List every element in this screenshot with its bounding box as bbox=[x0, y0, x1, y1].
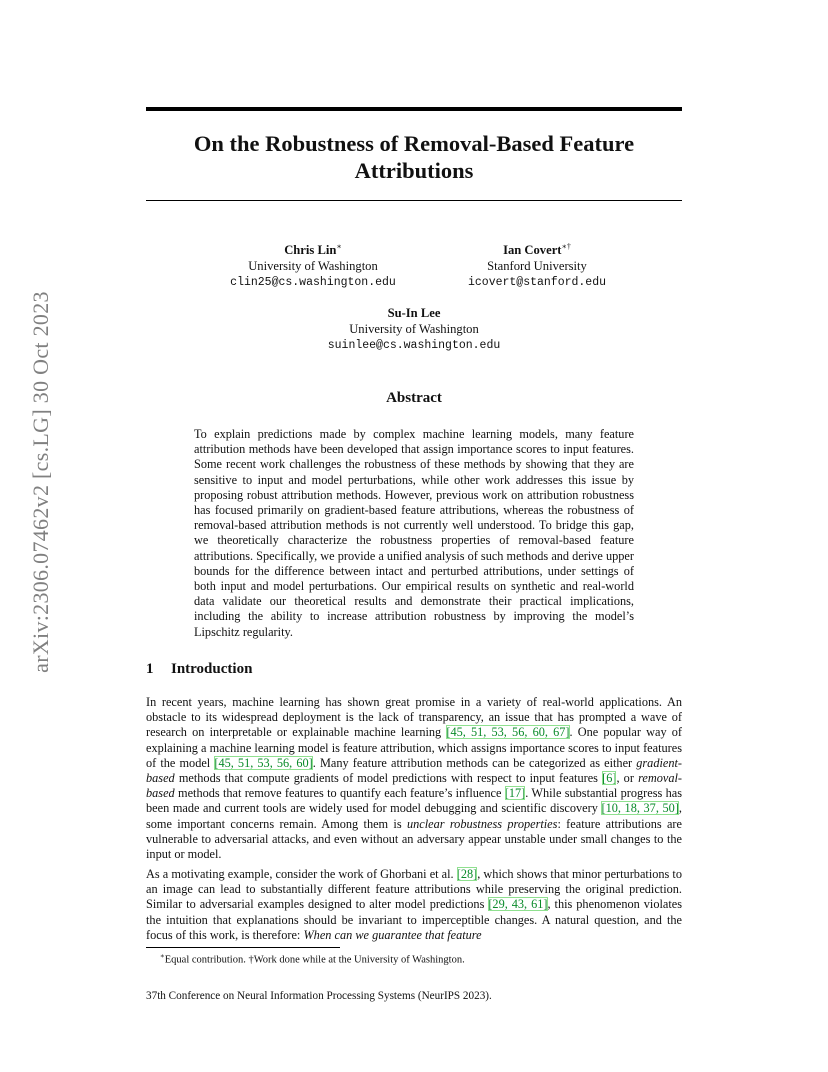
intro-paragraph-2 bbox=[146, 867, 682, 943]
author-name: Chris Lin bbox=[284, 243, 337, 258]
author-email[interactable]: suinlee@cs.washington.edu bbox=[327, 339, 501, 352]
author-affiliation: Stanford University bbox=[487, 258, 587, 273]
emphasis: gradient-based bbox=[146, 755, 682, 786]
citation-link[interactable]: [28] bbox=[456, 867, 478, 881]
citation-link[interactable]: [29, 43, 61] bbox=[488, 897, 548, 912]
text-run: , which shows that minor perturbations to an image can lead to substantially different feature attributions while preserving the original prediction. Similar to adversarial examples designed to alter model predictions bbox=[146, 867, 682, 912]
abstract-heading: Abstract bbox=[386, 390, 442, 406]
author-email[interactable]: icovert@stanford.edu bbox=[467, 276, 607, 290]
author-mark: ∗† bbox=[561, 242, 571, 251]
emphasis: removal-based bbox=[146, 771, 682, 801]
abstract-body: To explain predictions made by complex machine learning models, many feature attribution methods have been developed that assign importance scores to input features. Some recent work challenges the robustness of these methods by showing that they are sensitive to input and model perturbations, while other work addresses this issue by proposing robust attribution methods. However, previous work on attribution robustness has focused primarily on gradient-based feature attributions, whereas the robustness of removal-based attribution methods is not currently well understood. To bridge this gap, we theoretically characterize the robustness properties of removal-based feature attributions. Specifically, we provide a unified analysis of such methods and derive upper bounds for the difference between intact and perturbed attributions, under settings of both input and model perturbations. Our empirical results on synthetic and real-world data validate our theoretical results and demonstrate their practical implications, including the ability to increase attribution robustness by improving the model’s Lipschitz regularity. bbox=[194, 427, 634, 639]
section-title: Introduction bbox=[171, 661, 253, 677]
section-heading bbox=[146, 661, 252, 678]
footnote-text: Equal contribution. †Work done while at the University of Washington. bbox=[164, 954, 465, 966]
author-mark: ∗ bbox=[336, 242, 342, 251]
intro-paragraph-1 bbox=[146, 695, 682, 862]
citation-link[interactable]: [17] bbox=[504, 786, 526, 801]
author-name: Su-In Lee bbox=[387, 306, 441, 320]
citation-link[interactable]: [45, 51, 53, 56, 60] bbox=[214, 755, 313, 770]
text-run: In recent years, machine learning has shown great promise in a variety of real-world applications. An obstacle to its widespread deployment is the lack of transparency, an issue that has prompted a wave of research on interpretable or explainable machine learning bbox=[146, 695, 682, 740]
text-run: , this phenomenon violates the intuition that explanations should be invariant to imperceptible changes. A natural question, and the focus of this work, is therefore: bbox=[146, 897, 682, 942]
footnote bbox=[160, 952, 465, 966]
emphasis: When can we guarantee that feature bbox=[303, 927, 482, 942]
text-run: methods that remove features to quantify each feature’s influence bbox=[174, 786, 505, 801]
title-line-2: Attributions bbox=[354, 158, 474, 183]
title-bottom-rule bbox=[146, 200, 682, 201]
title-line-1: On the Robustness of Removal-Based Feature bbox=[193, 131, 635, 156]
citation-link[interactable]: [6] bbox=[602, 771, 617, 786]
citation-link[interactable]: [10, 18, 37, 50] bbox=[601, 801, 679, 816]
text-run: , some important concerns remain. Among them is bbox=[146, 801, 682, 831]
author-block-3 bbox=[294, 306, 534, 354]
text-run: As a motivating example, consider the work of Ghorbani et al. bbox=[146, 867, 457, 881]
author-block-1 bbox=[193, 239, 433, 291]
text-run: . While substantial progress has been made and current tools are widely used for model debugging and scientific discovery bbox=[146, 786, 682, 816]
author-affiliation: University of Washington bbox=[248, 258, 378, 273]
paper-title bbox=[146, 130, 682, 184]
arxiv-stamp: arXiv:2306.07462v2 [cs.LG] 30 Oct 2023 bbox=[28, 291, 53, 673]
section-number: 1 bbox=[146, 661, 154, 677]
text-run: . Many feature attribution methods can be categorized as either bbox=[312, 755, 637, 770]
emphasis: unclear robustness properties bbox=[406, 816, 558, 831]
footnote-mark: ∗ bbox=[160, 952, 165, 960]
text-run: : feature attributions are vulnerable to adversarial attacks, and even without an adversary appear unstable under small changes to the input or model. bbox=[146, 816, 682, 862]
venue-note: 37th Conference on Neural Information Processing Systems (NeurIPS 2023). bbox=[146, 990, 492, 1002]
text-run: methods that compute gradients of model predictions with respect to input features bbox=[174, 771, 603, 786]
citation-link[interactable]: [45, 51, 53, 56, 60, 67] bbox=[446, 725, 570, 740]
author-block-2 bbox=[417, 239, 657, 291]
footnote-rule bbox=[146, 947, 340, 948]
author-affiliation: University of Washington bbox=[349, 321, 479, 336]
title-top-rule bbox=[146, 107, 682, 111]
text-run: , or bbox=[616, 771, 639, 786]
author-email[interactable]: clin25@cs.washington.edu bbox=[230, 276, 396, 290]
text-run: . One popular way of explaining a machine learning model is feature attribution, which assigns importance scores to input features of the model bbox=[146, 725, 682, 770]
author-name: Ian Covert bbox=[503, 243, 562, 258]
